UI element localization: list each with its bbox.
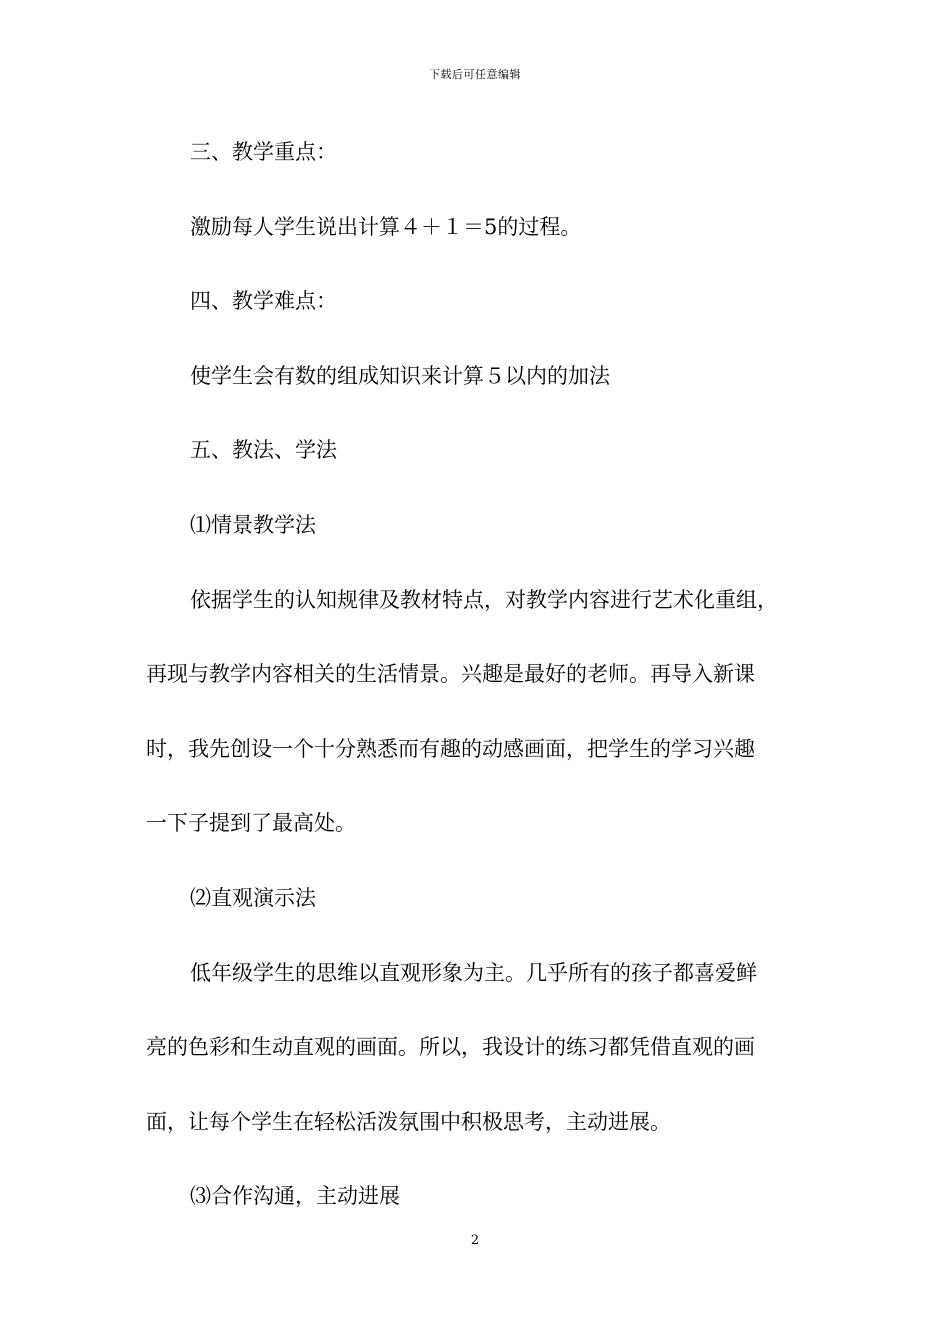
- paragraph-line: 低年级学生的思维以直观形象为主。几乎所有的孩子都喜爱鲜: [190, 961, 757, 985]
- paragraph-focus-content: 激励每人学生说出计算４＋１＝5的过程。: [190, 215, 582, 239]
- paragraph-line: 亮的色彩和生动直观的画面。所以，我设计的练习都凭借直观的画: [146, 1035, 755, 1059]
- paragraph-line: 依据学生的认知规律及教材特点，对教学内容进行艺术化重组，: [190, 588, 778, 612]
- subheading-visual-demonstration: ⑵直观演示法: [190, 886, 316, 910]
- heading-teaching-focus: 三、教学重点：: [190, 140, 337, 164]
- paragraph-line: 面，让每个学生在轻松活泼氛围中积极思考，主动进展。: [146, 1110, 671, 1134]
- paragraph-difficulty-content: 使学生会有数的组成知识来计算５以内的加法: [190, 364, 610, 388]
- heading-teaching-difficulty: 四、教学难点：: [190, 289, 337, 313]
- page-header: 下载后可任意编辑: [429, 68, 521, 81]
- paragraph-line: 一下子提到了最高处。: [146, 811, 356, 835]
- page-number: 2: [470, 1233, 480, 1248]
- subheading-situational-teaching: ⑴情景教学法: [190, 513, 316, 537]
- paragraph-line: 再现与教学内容相关的生活情景。兴趣是最好的老师。再导入新课: [146, 662, 755, 686]
- subheading-cooperation: ⑶合作沟通，主动进展: [190, 1184, 400, 1208]
- heading-methods: 五、教法、学法: [190, 438, 337, 462]
- paragraph-line: 时，我先创设一个十分熟悉而有趣的动感画面，把学生的学习兴趣: [146, 737, 755, 761]
